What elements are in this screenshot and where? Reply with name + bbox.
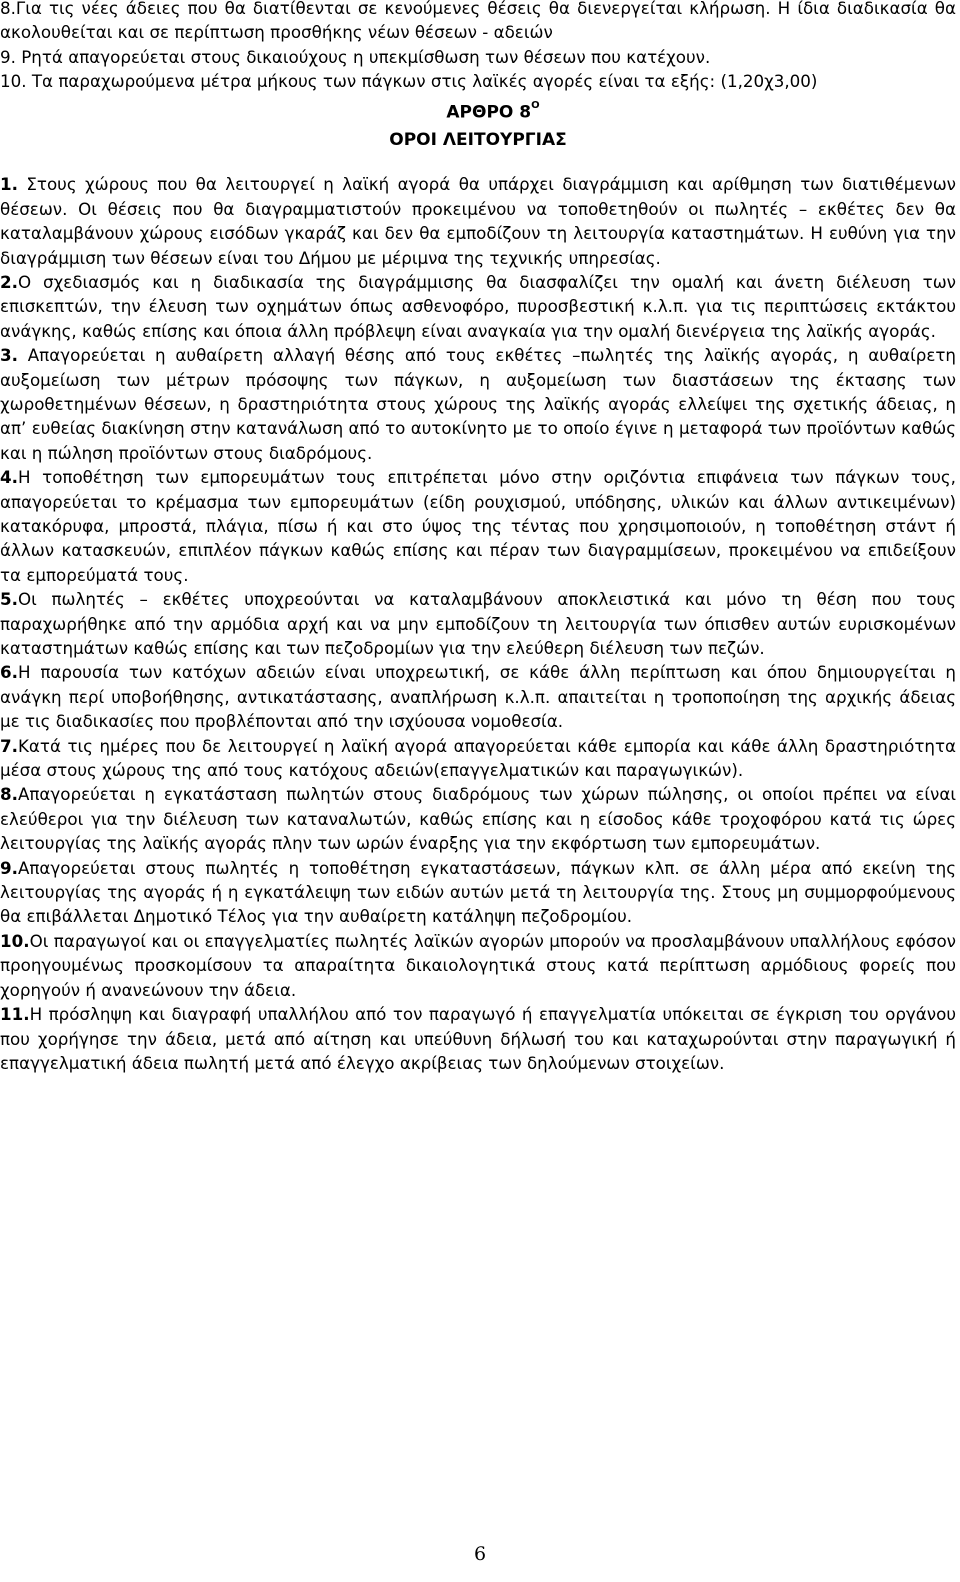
item-text: Κατά τις ημέρες που δε λειτουργεί η λαϊκή αγορά απαγορεύεται κάθε εμπορία και κάθε άλλη δραστηριότητα μέσα στους χώρους της από τους κατόχους αδειών(επαγγελματικών και παραγωγικών).	[0, 735, 956, 781]
article-title: ΟΡΟΙ ΛΕΙΤΟΥΡΓΙΑΣ	[389, 130, 567, 151]
item-number: 1.	[0, 174, 18, 195]
item-text: Απαγορεύεται η αυθαίρετη αλλαγή θέσης από τους εκθέτες –πωλητές της λαϊκής αγοράς, η αυθαίρετη αυξομείωση των μέτρων πρόσοψης των πάγκων, η αυξομείωση των διαστάσεων της έκτασης των χωροθετημένων θέσεων, η δραστηριότητα στους χώρους της λαϊκής αγοράς ελλείψει της σχετικής άδειας, η απ’ ευθείας διακίνηση στην κατανάλωση από το αυτοκίνητο με το οποίο έγινε η μεταφορά των προϊόντων καθώς και η πώληση προϊόντων στους διαδρόμους.	[0, 345, 956, 463]
item-text: Οι πωλητές – εκθέτες υποχρεούνται να καταλαμβάνουν αποκλειστικά και μόνο τη θέση που τους παραχωρήθηκε από την αρμόδια αρχή και να μην εμποδίζουν τη λειτουργία των όπισθεν αυτών ευρισκομένων καταστημάτων καθώς επίσης και των πεζοδρομίων για την ελεύθερη διέλευση των πεζών.	[0, 589, 956, 658]
list-item	[0, 465, 956, 587]
item-number: 5.	[0, 589, 18, 610]
item-text: Ο σχεδιασμός και η διαδικασία της διαγράμμισης θα διασφαλίζει την ομαλή και άνετη διέλευση των επισκεπτών, την έλευση των οχημάτων όπως ασθενοφόρο, πυροσβεστική κ.λ.π. για τις περιπτώσεις εκτάκτου ανάγκης, καθώς επίσης και όποια άλλη πρόβλεψη είναι αναγκαία για την ομαλή διενέργεια της λαϊκής αγοράς.	[0, 271, 956, 341]
list-item	[0, 587, 956, 660]
list-item	[0, 172, 956, 270]
article-superscript: Ο	[531, 99, 540, 111]
item-number: 10.	[0, 930, 30, 951]
paragraph-10: 10. Τα παραχωρούμενα μέτρα μήκους των πάγκων στις λαϊκές αγορές είναι τα εξής: (1,20χ3,00)	[0, 71, 818, 92]
list-item	[0, 1002, 956, 1075]
list-item	[0, 270, 956, 343]
item-text: Η παρουσία των κατόχων αδειών είναι υποχρεωτική, σε κάθε άλλη περίπτωση και όπου δημιουργείται η ανάγκη περί υποβοήθησης, αντικατάστασης, αναπλήρωση κ.λ.π. απαιτείται η τροποποίηση της αρχικής άδειας με τις διαδικασίες που προβλέπονται από την ισχύουσα νομοθεσία.	[0, 662, 956, 732]
item-number: 9.	[0, 857, 18, 878]
paragraph-8: 8.Για τις νέες άδειες που θα διατίθενται σε κενούμενες θέσεις θα διενεργείται κλήρωση. Η ίδια διαδικασία θα ακολουθείται και σε περίπτωση προσθήκης νέων θέσεων - αδειών	[0, 0, 956, 43]
item-text: Απαγορεύεται η εγκατάσταση πωλητών στους διαδρόμους των χώρων πώλησης, οι οποίοι πρέπει να είναι ελεύθεροι για την διέλευση των καταναλωτών, καθώς επίσης και η είσοδος κάθε τροχοφόρου κατά τις ώρες λειτουργίας της λαϊκής αγοράς πλην των ωρών έναρξης για την εκφόρτωση των εμπορευμάτων.	[0, 784, 956, 854]
item-number: 6.	[0, 662, 18, 683]
article-heading	[0, 97, 956, 125]
item-number: 7.	[0, 735, 18, 756]
list-item	[0, 782, 956, 855]
item-number: 2.	[0, 271, 18, 292]
item-number: 3.	[0, 345, 18, 366]
page-number: 6	[473, 1543, 487, 1565]
item-text: Η τοποθέτηση των εμπορευμάτων τους επιτρέπεται μόνο στην οριζόντια επιφάνεια των πάγκων τους, απαγορεύεται το κρέμασμα των εμπορευμάτων (είδη ρουχισμού, υπόδησης, υλικών και άλλων αντικειμένων) κατακόρυφα, μπροστά, πλάγια, πίσω ή και στο ύψος της τέντας που χρησιμοποιούν, η τοποθέτηση στάντ ή άλλων κατασκευών, επιπλέον πάγκων καθώς επίσης και πέραν των διαγραμμίσεων, προκειμένου να επιδείξουν τα εμπορεύματά τους.	[0, 467, 956, 585]
item-text: Οι παραγωγοί και οι επαγγελματίες πωλητές λαϊκών αγορών μπορούν να προσλαμβάνουν υπαλλήλους εφόσον προηγουμένως προσκομίσουν τα απαραίτητα δικαιολογητικά στους κατά περίπτωση αρμόδιους φορείς που χορηγούν ή ανανεώνουν την άδεια.	[0, 930, 956, 1000]
item-text: Η πρόσληψη και διαγραφή υπαλλήλου από τον παραγωγό ή επαγγελματία υπόκειται σε έγκριση του οργάνου που χορήγησε την άδεια, μετά από αίτηση και υπεύθυνη δήλωσή του και καταχωρούνται στην παραγωγική ή επαγγελματική άδεια πωλητή μετά από έλεγχο ακρίβειας των δηλούμενων στοιχείων.	[0, 1004, 956, 1073]
item-text: Απαγορεύεται στους πωλητές η τοποθέτηση εγκαταστάσεων, πάγκων κλπ. σε άλλη μέρα από εκείνη της λειτουργίας της αγοράς ή η εγκατάλειψη των ειδών αυτών μετά τη λειτουργία της. Στους μη συμμορφούμενους θα επιβάλλεται Δημοτικό Τέλος για την αυθαίρετη κατάληψη πεζοδρομίου.	[0, 857, 956, 927]
paragraph-9: 9. Ρητά απαγορεύεται στους δικαιούχους η υπεκμίσθωση των θέσεων που κατέχουν.	[0, 46, 711, 67]
item-text: Στους χώρους που θα λειτουργεί η λαϊκή αγορά θα υπάρχει διαγράμμιση και αρίθμηση των διατιθέμενων θέσεων. Οι θέσεις που θα διαγραμματιστούν προκειμένου να τοποθετηθούν οι πωλητές – εκθέτες δεν θα καταλαμβάνουν χώρους εισόδων γκαράζ και δεν θα εμποδίζουν τη λειτουργία καταστημάτων. Η ευθύνη για την διαγράμμιση των θέσεων είναι του Δήμου με μέριμνα της τεχνικής υπηρεσίας.	[0, 174, 956, 268]
article-number: ΑΡΘΡΟ 8	[446, 102, 532, 123]
item-number: 11.	[0, 1004, 30, 1025]
item-number: 8.	[0, 784, 18, 805]
item-number: 4.	[0, 467, 18, 488]
list-item	[0, 856, 956, 929]
list-item	[0, 660, 956, 733]
list-item	[0, 734, 956, 783]
list-item	[0, 929, 956, 1002]
list-item	[0, 343, 956, 465]
